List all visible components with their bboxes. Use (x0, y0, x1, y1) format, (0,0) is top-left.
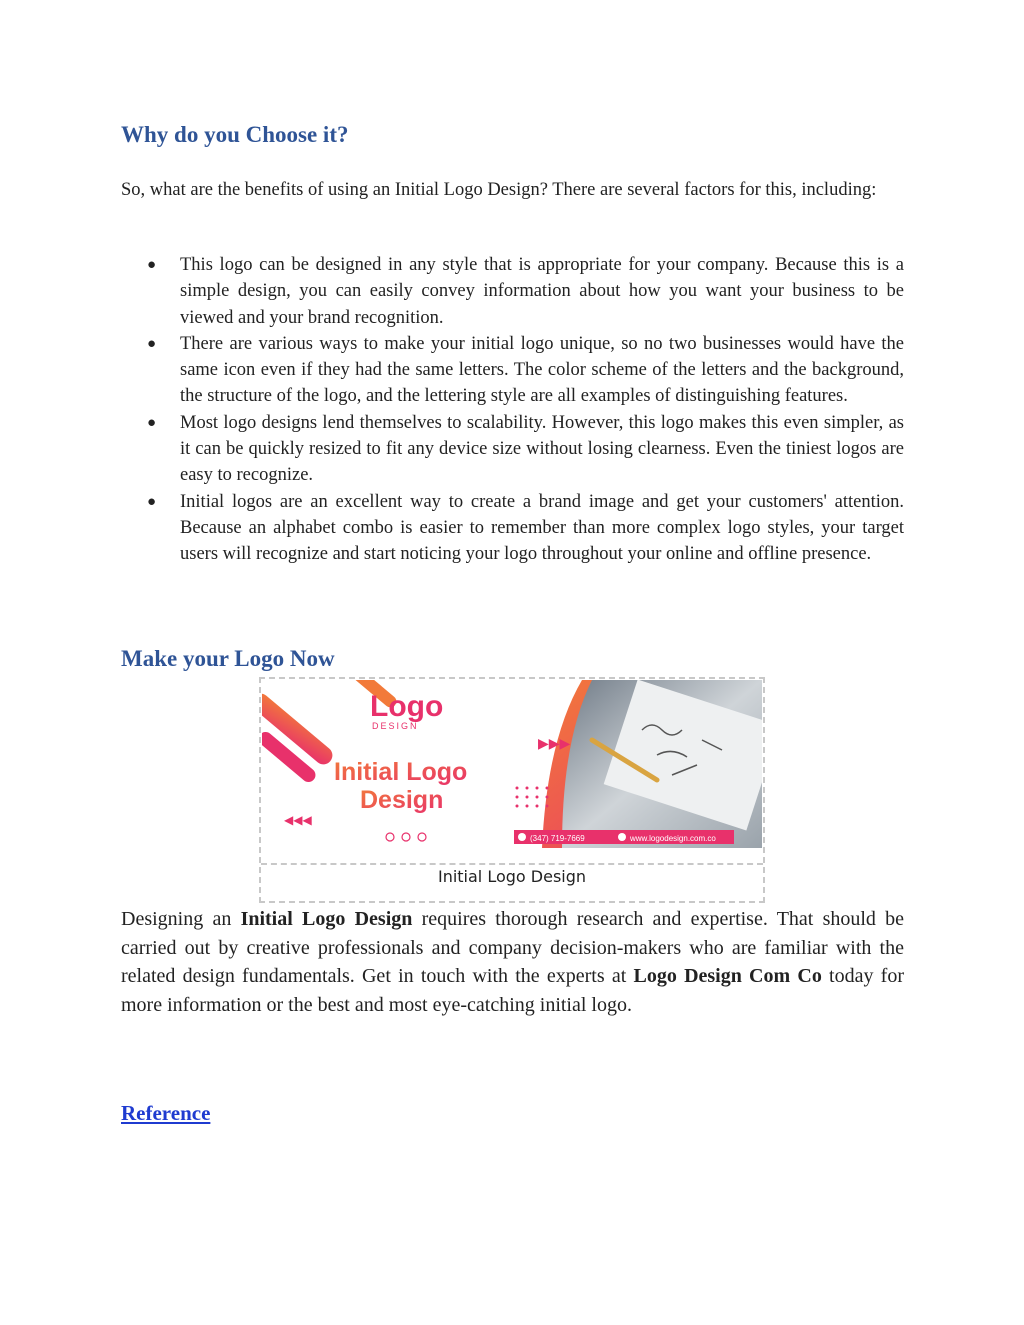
reference-link[interactable]: Reference (121, 1101, 211, 1125)
contact-web: www.logodesign.com.co (630, 834, 716, 843)
list-item: ● Most logo designs lend themselves to scalability. However, this logo makes this even simpler, as it can be quickly resized to fit any device size without losing clearness. Even the tiniest logos are easy to recognize. (121, 410, 904, 489)
benefits-list (121, 252, 904, 568)
social-icon (418, 833, 426, 841)
bold-term: Initial Logo Design (240, 908, 413, 930)
social-icon (402, 833, 410, 841)
intro-paragraph: So, what are the benefits of using an Initial Logo Design? There are several factors for this, including: (121, 180, 877, 200)
figure-caption: Initial Logo Design (437, 867, 587, 886)
brand-name: Logo Design Com Co (633, 965, 822, 987)
bullet-icon: ● (147, 414, 157, 431)
photo-sketch (562, 680, 762, 848)
arrows-right-icon: ▶▶▶ (538, 736, 571, 752)
arrows-left-icon: ◀◀◀ (284, 813, 312, 827)
bullet-icon: ● (147, 335, 157, 352)
banner-title-line1: Initial Logo (334, 758, 468, 786)
heading-make-logo: Make your Logo Now (121, 646, 335, 671)
banner-image (262, 680, 762, 848)
social-icon (386, 833, 394, 841)
contact-phone: (347) 719-7669 (530, 834, 585, 843)
dot-grid-icon (516, 787, 549, 808)
list-item: ● Initial logos are an excellent way to create a brand image and get your customers' attention. Because an alphabet combo is easier to remember than more complex logo styles, your target users will recognize and start noticing your logo throughout your online and offline presence. (121, 489, 904, 568)
bullet-icon: ● (147, 493, 157, 510)
brand-logo-text: Logo (370, 690, 444, 723)
banner-title-line2: Design (360, 786, 444, 814)
closing-paragraph: Designing an Initial Logo Design requires thorough research and expertise. That should be carried out by creative professionals and company decision-makers who are familiar with the related design fundamentals. Get in touch with the experts at Logo Design Com Co today for more information or the best and most eye-catching initial logo. (121, 908, 905, 1016)
web-icon (618, 833, 626, 841)
figure (259, 677, 765, 903)
banner-graphic (262, 680, 762, 848)
decor-stripe (262, 690, 336, 768)
list-item: ● There are various ways to make your initial logo unique, so no two businesses would have the same icon even if they had the same letters. The color scheme of the letters and the background, the structure of the logo, and the lettering style are all examples of distinguishing features. (121, 331, 904, 410)
phone-icon (518, 833, 526, 841)
brand-logo-sub: DESIGN (372, 721, 419, 731)
heading-why-choose: Why do you Choose it? (121, 122, 349, 147)
list-item: ● This logo can be designed in any style that is appropriate for your company. Because this is a simple design, you can easily convey information about how you want your business to be viewed and your brand recognition. (121, 252, 904, 331)
bullet-icon: ● (147, 257, 157, 273)
